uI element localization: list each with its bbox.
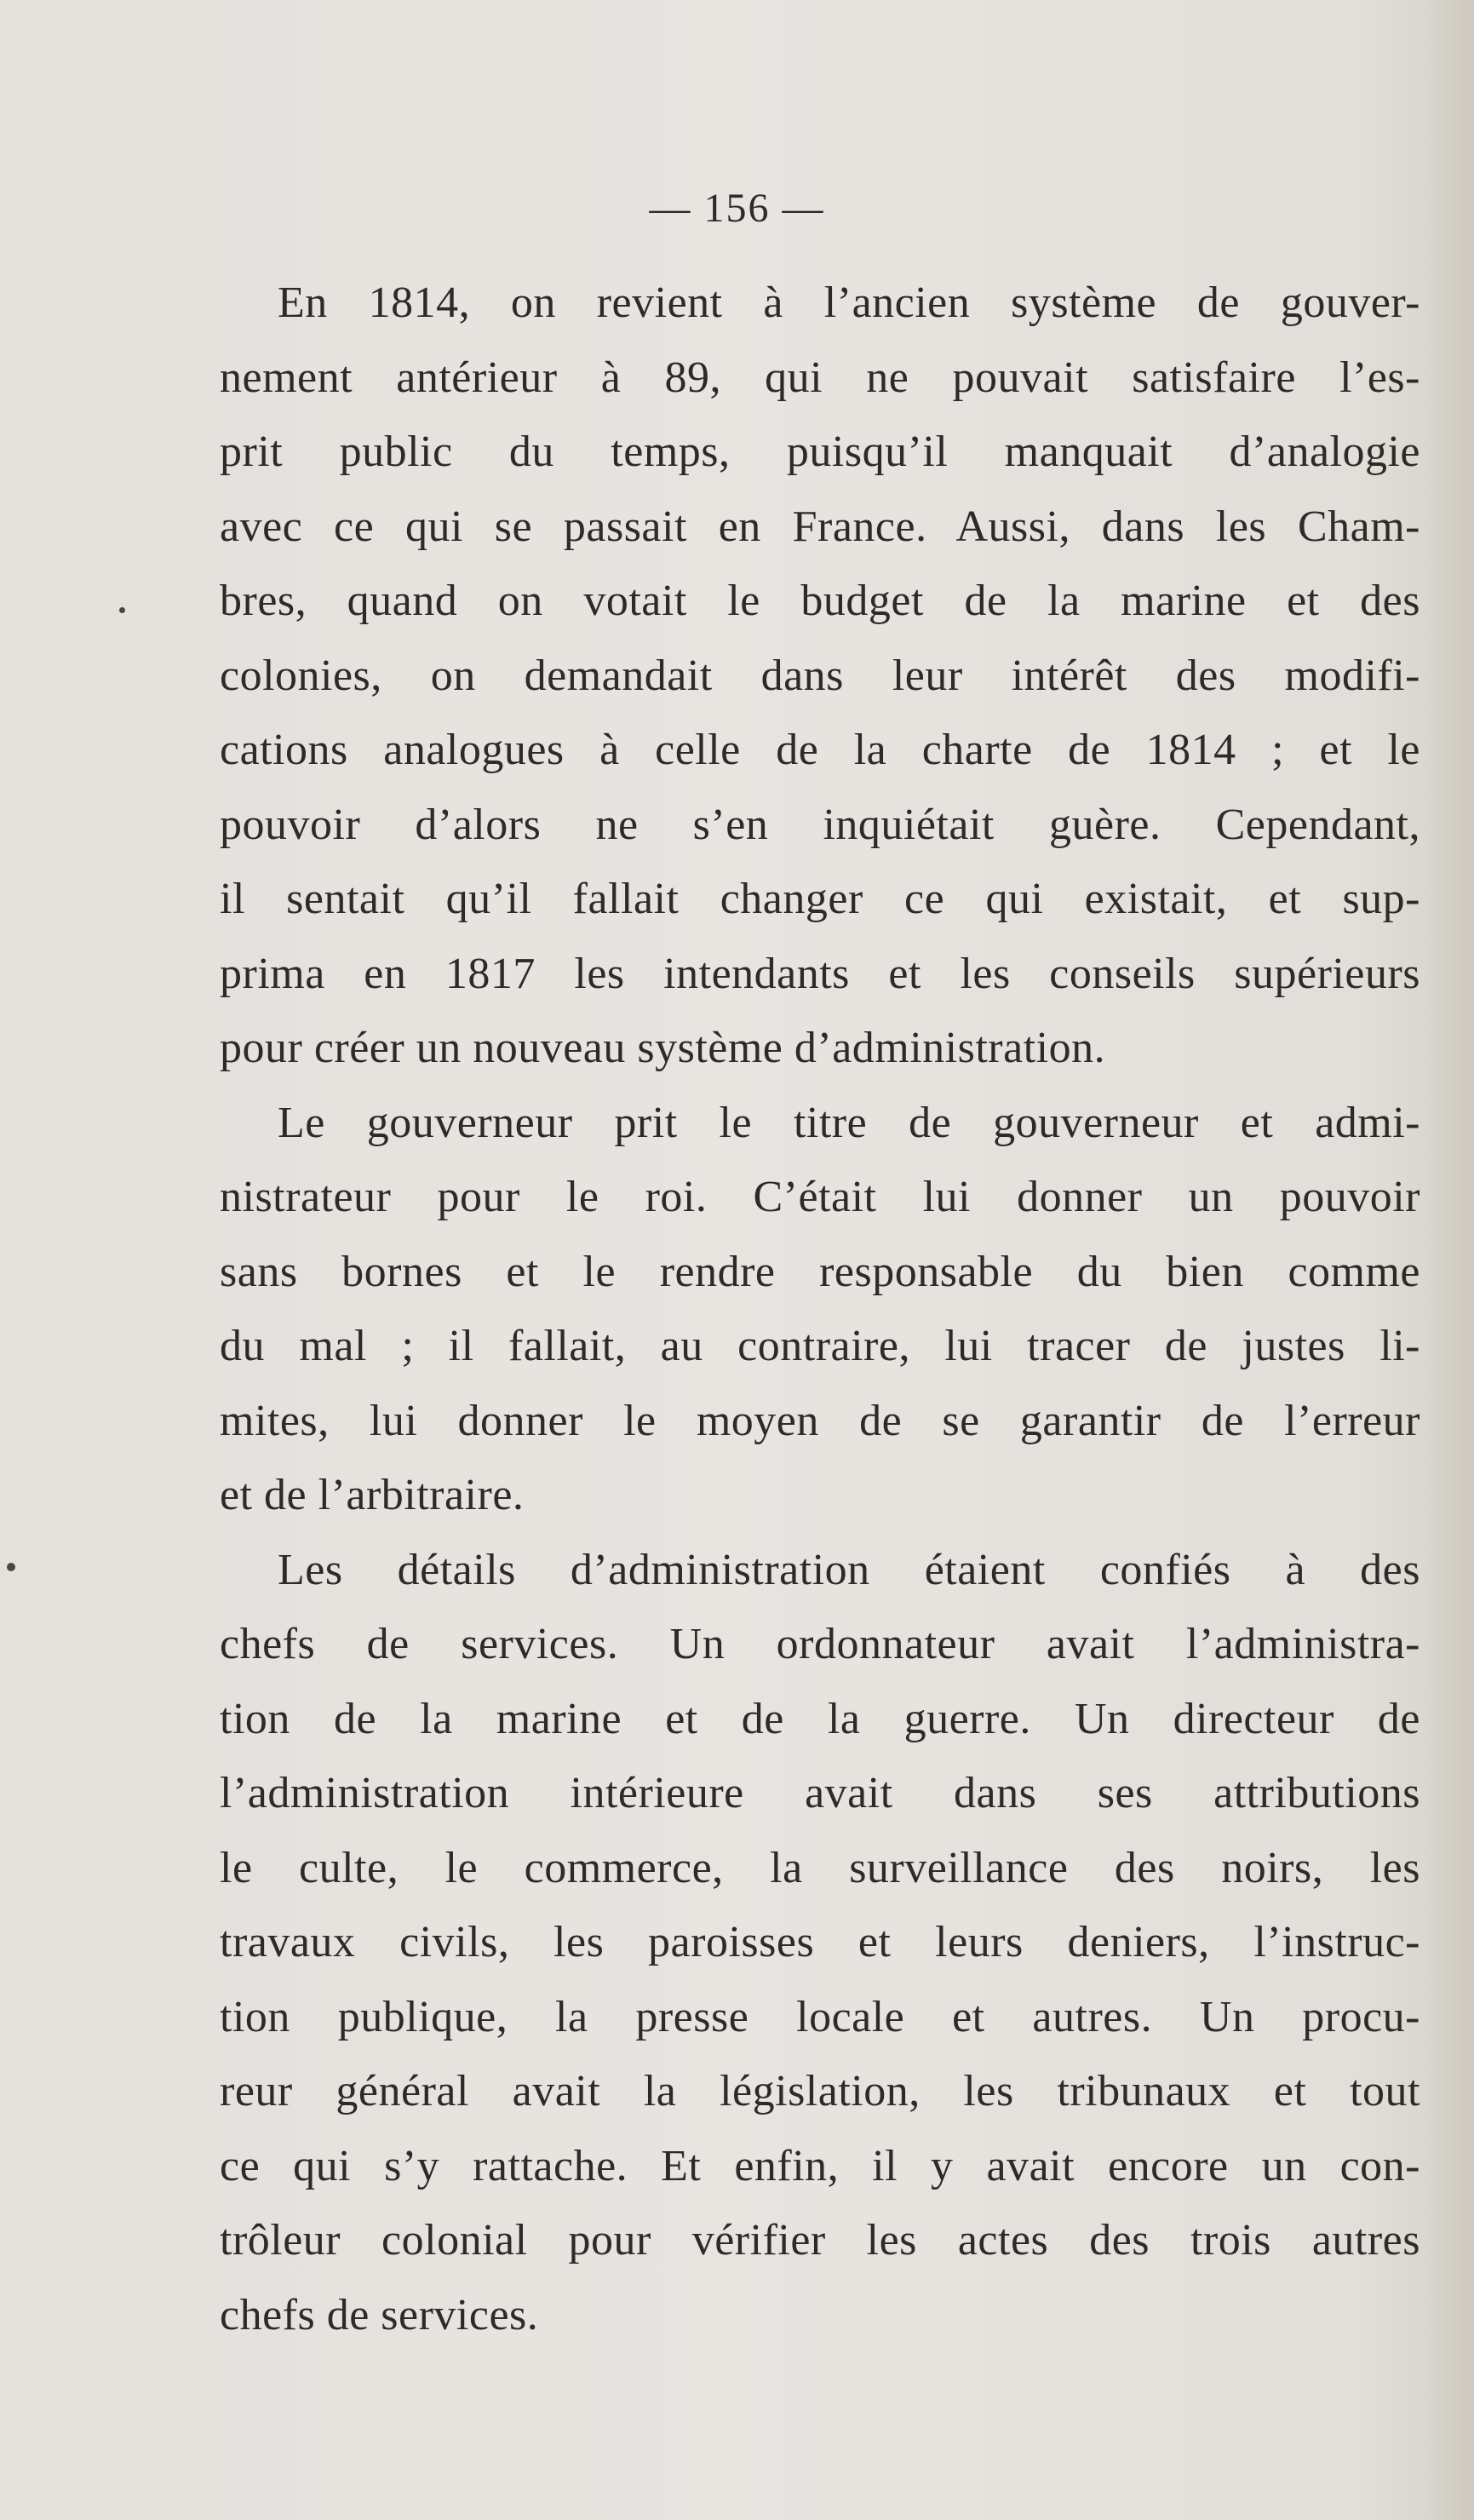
text-line: et de l’arbitraire. (220, 1471, 525, 1519)
text-line: le culte, le commerce, la surveillance des noirs, les (220, 1843, 1420, 1892)
paragraph-2 (220, 1086, 1420, 1533)
text-line: reur général avait la législation, les tribunaux et tout (220, 2067, 1420, 2115)
text-line: En 1814, on revient à l’ancien système de gouver- (278, 278, 1420, 327)
text-line: colonies, on demandait dans leur intérêt des modifi- (220, 651, 1420, 700)
text-line: chefs de services. Un ordonnateur avait l’administra- (220, 1620, 1420, 1668)
text-line: bres, quand on votait le budget de la marine et des (220, 577, 1420, 625)
text-line: avec ce qui se passait en France. Aussi, dans les Cham- (220, 502, 1420, 551)
text-line: tion de la marine et de la guerre. Un directeur de (220, 1694, 1420, 1743)
text-line: sans bornes et le rendre responsable du bien comme (220, 1247, 1420, 1296)
text-line: trôleur colonial pour vérifier les actes des trois autres (220, 2216, 1420, 2265)
text-line: nistrateur pour le roi. C’était lui donner un pouvoir (220, 1173, 1420, 1221)
text-line: prima en 1817 les intendants et les conseils supérieurs (220, 949, 1420, 998)
text-line: travaux civils, les paroisses et leurs deniers, l’instruc- (220, 1918, 1420, 1966)
text-line: du mal ; il fallait, au contraire, lui tracer de justes li- (220, 1322, 1420, 1370)
text-line: l’administration intérieure avait dans ses attributions (220, 1769, 1420, 1817)
paragraph-1 (220, 266, 1420, 1086)
text-line: pouvoir d’alors ne s’en inquiétait guère. Cependant, (220, 800, 1420, 849)
page-number: — 156 — (649, 186, 825, 231)
ink-speck (7, 1563, 15, 1571)
text-line: ce qui s’y rattache. Et enfin, il y avait encore un con- (220, 2141, 1420, 2190)
page-edge-shadow (1423, 0, 1474, 2520)
text-line: il sentait qu’il fallait changer ce qui existait, et sup- (220, 875, 1420, 923)
paragraph-3 (220, 1533, 1420, 2353)
text-line: Le gouverneur prit le titre de gouverneur et admi- (278, 1098, 1420, 1147)
text-line: chefs de services. (220, 2290, 539, 2339)
text-line: pour créer un nouveau système d’administration. (220, 1024, 1106, 1072)
body-text (220, 266, 1420, 2352)
text-line: Les détails d’administration étaient confiés à des (278, 1545, 1420, 1594)
text-line: mites, lui donner le moyen de se garantir de l’erreur (220, 1396, 1420, 1445)
text-line: nement antérieur à 89, qui ne pouvait satisfaire l’es- (220, 353, 1420, 402)
text-line: cations analogues à celle de la charte de 1814 ; et le (220, 726, 1420, 774)
text-line: tion publique, la presse locale et autres. Un procu- (220, 1992, 1420, 2041)
ink-speck (119, 607, 125, 613)
text-line: prit public du temps, puisqu’il manquait d’analogie (220, 428, 1420, 476)
